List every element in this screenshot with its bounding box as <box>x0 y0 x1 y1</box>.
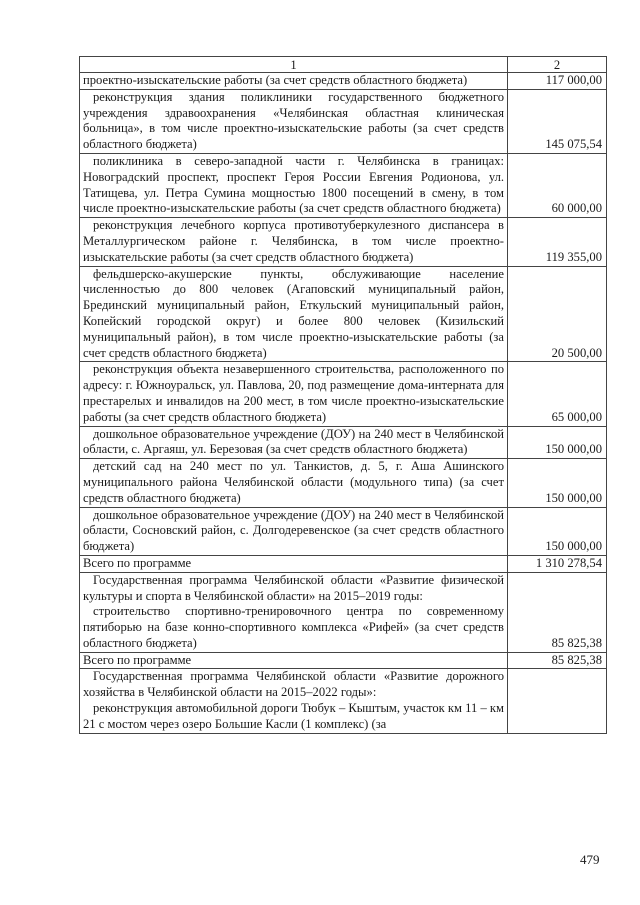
row-description: проектно-изыскательские работы (за счет средств областного бюджета) <box>80 73 508 90</box>
table-row <box>80 266 607 362</box>
program-title: Государственная программа Челябинской области «Развитие физической культуры и спорта в Челябинской области» на 2015–2019 годы: <box>83 572 504 603</box>
page-number: 479 <box>580 852 600 867</box>
row-description: реконструкция лечебного корпуса противотуберкулезного диспансера в Металлургическом районе г. Челябинска, в том числе проектно-изыскательские работы (за счет средств областного бюджета) <box>83 218 504 264</box>
table-row <box>80 507 607 555</box>
total-row <box>80 652 607 669</box>
row-value: 150 000,00 <box>508 426 607 459</box>
table-row <box>80 459 607 507</box>
total-label: Всего по программе <box>80 652 508 669</box>
table-row <box>80 426 607 459</box>
row-value: 65 000,00 <box>508 362 607 426</box>
row-value: 117 000,00 <box>508 73 607 90</box>
row-description: реконструкция объекта незавершенного строительства, расположенного по адресу: г. Южноуральск, ул. Павлова, 20, под размещение дома-интерната для престарелых и инвалидов на 200 мест, в том числе проектно-изыскательские работы (за счет средств областного бюджета) <box>83 362 504 424</box>
row-description: дошкольное образовательное учреждение (ДОУ) на 240 мест в Челябинской области, с. Аргаяш, ул. Березовая (за счет средств областного бюджета) <box>83 426 504 457</box>
row-description: дошкольное образовательное учреждение (ДОУ) на 240 мест в Челябинской области, Сосновский район, с. Долгодеревенское (за счет средств областного бюджета) <box>83 507 504 554</box>
total-value: 1 310 278,54 <box>508 555 607 572</box>
program-row <box>80 572 607 652</box>
table-row <box>80 73 607 90</box>
row-description: реконструкция здания поликлиники государственного бюджетного учреждения здравоохранения «Челябинская областная клиническая больница», в том числе проектно-изыскательские работы (за счет средств областного бюджета) <box>83 89 504 152</box>
column-header-1: 1 <box>80 57 508 73</box>
row-description: детский сад на 240 мест по ул. Танкистов, д. 5, г. Аша Ашинского муниципального района Челябинской области (модульного типа) (за счет средств областного бюджета) <box>83 459 504 505</box>
row-value: 150 000,00 <box>508 459 607 507</box>
column-header-2: 2 <box>508 57 607 73</box>
row-value: 20 500,00 <box>508 266 607 362</box>
program-title: Государственная программа Челябинской области «Развитие дорожного хозяйства в Челябинской области на 2015–2022 годы»: <box>83 669 504 700</box>
row-description: фельдшерско-акушерские пункты, обслуживающие население численностью до 800 человек (Агаповский муниципальный район, Брединский муниципальный район, Еткульский муниципальный район, Копейский городской округ) и более 800 человек (Кизильский муниципальный район), в том числе проектно-изыскательские работы (за счет средств областного бюджета) <box>83 266 504 360</box>
budget-table <box>79 56 607 734</box>
program-row <box>80 669 607 733</box>
program-value: 85 825,38 <box>508 572 607 652</box>
row-value: 145 075,54 <box>508 89 607 153</box>
row-description: поликлиника в северо-западной части г. Челябинска в границах: Новоградский проспект, проспект Героя России Евгения Родионова, ул. Татищева, ул. Петра Сумина мощностью 1800 посещений в смену, в том числе проектно-изыскательские работы (за счет средств областного бюджета) <box>83 153 504 216</box>
table-row <box>80 218 607 266</box>
table-row <box>80 362 607 426</box>
table-row <box>80 153 607 217</box>
total-label: Всего по программе <box>80 555 508 572</box>
table-row <box>80 89 607 153</box>
total-value: 85 825,38 <box>508 652 607 669</box>
program-item: реконструкция автомобильной дороги Тюбук – Кыштым, участок км 11 – км 21 с мостом через озеро Большие Касли (1 комплекс) (за <box>83 701 504 731</box>
row-value: 60 000,00 <box>508 153 607 217</box>
total-row <box>80 555 607 572</box>
program-item: строительство спортивно-тренировочного центра по современному пятиборью на базе конно-спортивного комплекса «Рифей» (за счет средств областного бюджета) <box>83 604 504 650</box>
row-value: 119 355,00 <box>508 218 607 266</box>
row-value: 150 000,00 <box>508 507 607 555</box>
table-header-row <box>80 57 607 73</box>
